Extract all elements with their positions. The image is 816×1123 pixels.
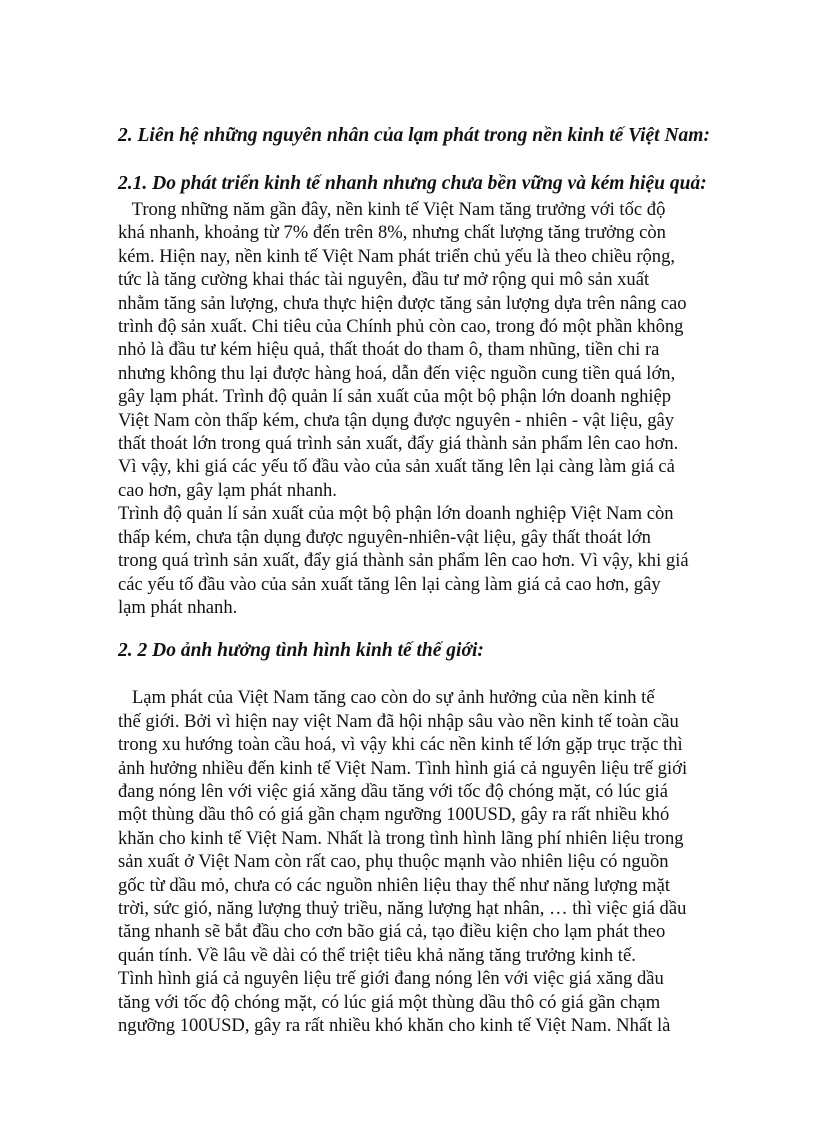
text-line: cao hơn, gây lạm phát nhanh.: [118, 479, 337, 501]
text-line: ảnh hưởng nhiều đến kinh tế Việt Nam. Tình hình giá cả nguyên liệu trế giới: [118, 757, 688, 779]
section-2-title: 2. 2 Do ảnh hưởng tình hình kinh tế thế giới:: [118, 640, 484, 662]
text-line: thất thoát lớn trong quá trình sản xuất, đẩy giá thành sản phẩm lên cao hơn.: [118, 433, 679, 455]
text-line: ngưỡng 100USD, gây ra rất nhiều khó khăn cho kinh tế Việt Nam. Nhất là: [118, 1015, 671, 1036]
text-line: quán tính. Về lâu về dài có thể triệt tiêu khả năng tăng trưởng kinh tế.: [118, 944, 636, 966]
text-line: trời, sức gió, năng lượng thuỷ triều, năng lượng hạt nhân, … thì việc giá dầu: [118, 897, 687, 919]
section-2-paragraph-2: [118, 967, 718, 1037]
section-1-paragraph-1: [118, 198, 718, 502]
text-line: thế giới. Bởi vì hiện nay việt Nam đã hội nhập sâu vào nền kinh tế toàn cầu: [118, 710, 679, 732]
text-line: thấp kém, chưa tận dụng được nguyên-nhiên-vật liệu, gây thất thoát lớn: [118, 526, 651, 548]
text-line: tức là tăng cường khai thác tài nguyên, đầu tư mở rộng qui mô sản xuất: [118, 269, 650, 291]
text-line: Tình hình giá cả nguyên liệu trế giới đang nóng lên với việc giá xăng dầu: [118, 968, 664, 990]
text-line: đang nóng lên với việc giá xăng dầu tăng với tốc độ chóng mặt, có lúc giá: [118, 780, 668, 802]
text-line: khá nhanh, khoảng từ 7% đến trên 8%, nhưng chất lượng tăng trưởng còn: [118, 222, 666, 244]
section-1-title: 2.1. Do phát triển kinh tế nhanh nhưng chưa bền vững và kém hiệu quả:: [118, 173, 707, 194]
text-line: khăn cho kinh tế Việt Nam. Nhất là trong tình hình lãng phí nhiên liệu trong: [118, 827, 684, 849]
text-line: trong quá trình sản xuất, đẩy giá thành sản phẩm lên cao hơn. Vì vậy, khi giá: [118, 550, 689, 572]
text-line: tăng với tốc độ chóng mặt, có lúc giá một thùng dầu thô có giá gần chạm: [118, 991, 661, 1013]
text-line: nhỏ là đầu tư kém hiệu quả, thất thoát do tham ô, tham nhũng, tiền chi ra: [118, 339, 660, 361]
text-line: các yếu tố đầu vào của sản xuất tăng lên lại càng làm giá cả cao hơn, gây: [118, 573, 661, 595]
document-page: [118, 124, 718, 1037]
text-line: Vì vậy, khi giá các yếu tố đầu vào của sản xuất tăng lên lại càng làm giá cả: [118, 456, 675, 478]
text-line: trong xu hướng toàn cầu hoá, vì vậy khi các nền kinh tế lớn gặp trục trặc thì: [118, 734, 683, 756]
text-line: lạm phát nhanh.: [118, 596, 238, 618]
text-line: một thùng dầu thô có giá gần chạm ngưỡng 100USD, gây ra rất nhiều khó: [118, 804, 670, 826]
text-line: gốc từ dầu mỏ, chưa có các nguồn nhiên liệu thay thế như năng lượng mặt: [118, 874, 671, 896]
section-1-paragraph-2: [118, 502, 718, 619]
text-line: kém. Hiện nay, nền kinh tế Việt Nam phát triển chủ yếu là theo chiều rộng,: [118, 245, 676, 267]
text-line: nhằm tăng sản lượng, chưa thực hiện được tăng sản lượng dựa trên nâng cao: [118, 292, 687, 314]
text-line: Trong những năm gần đây, nền kinh tế Việt Nam tăng trưởng với tốc độ: [118, 199, 666, 220]
main-heading: 2. Liên hệ những nguyên nhân của lạm phát trong nền kinh tế Việt Nam:: [118, 125, 710, 146]
text-line: gây lạm phát. Trình độ quản lí sản xuất của một bộ phận lớn doanh nghiệp: [118, 386, 672, 408]
text-line: sản xuất ở Việt Nam còn rất cao, phụ thuộc mạnh vào nhiên liệu có nguồn: [118, 851, 669, 873]
text-line: nhưng không thu lại được hàng hoá, dẫn đến việc nguồn cung tiền quá lớn,: [118, 362, 676, 384]
text-line: Việt Nam còn thấp kém, chưa tận dụng được nguyên - nhiên - vật liệu, gây: [118, 409, 675, 431]
text-line: trình độ sản xuất. Chi tiêu của Chính phủ còn cao, trong đó một phần không: [118, 316, 684, 338]
text-line: Lạm phát của Việt Nam tăng cao còn do sự ảnh hưởng của nền kinh tế: [118, 687, 655, 709]
text-line: tăng nhanh sẽ bắt đầu cho cơn bão giá cả, tạo điều kiện cho lạm phát theo: [118, 921, 666, 943]
text-line: Trình độ quản lí sản xuất của một bộ phận lớn doanh nghiệp Việt Nam còn: [118, 503, 674, 525]
section-2-paragraph-1: [118, 686, 718, 967]
